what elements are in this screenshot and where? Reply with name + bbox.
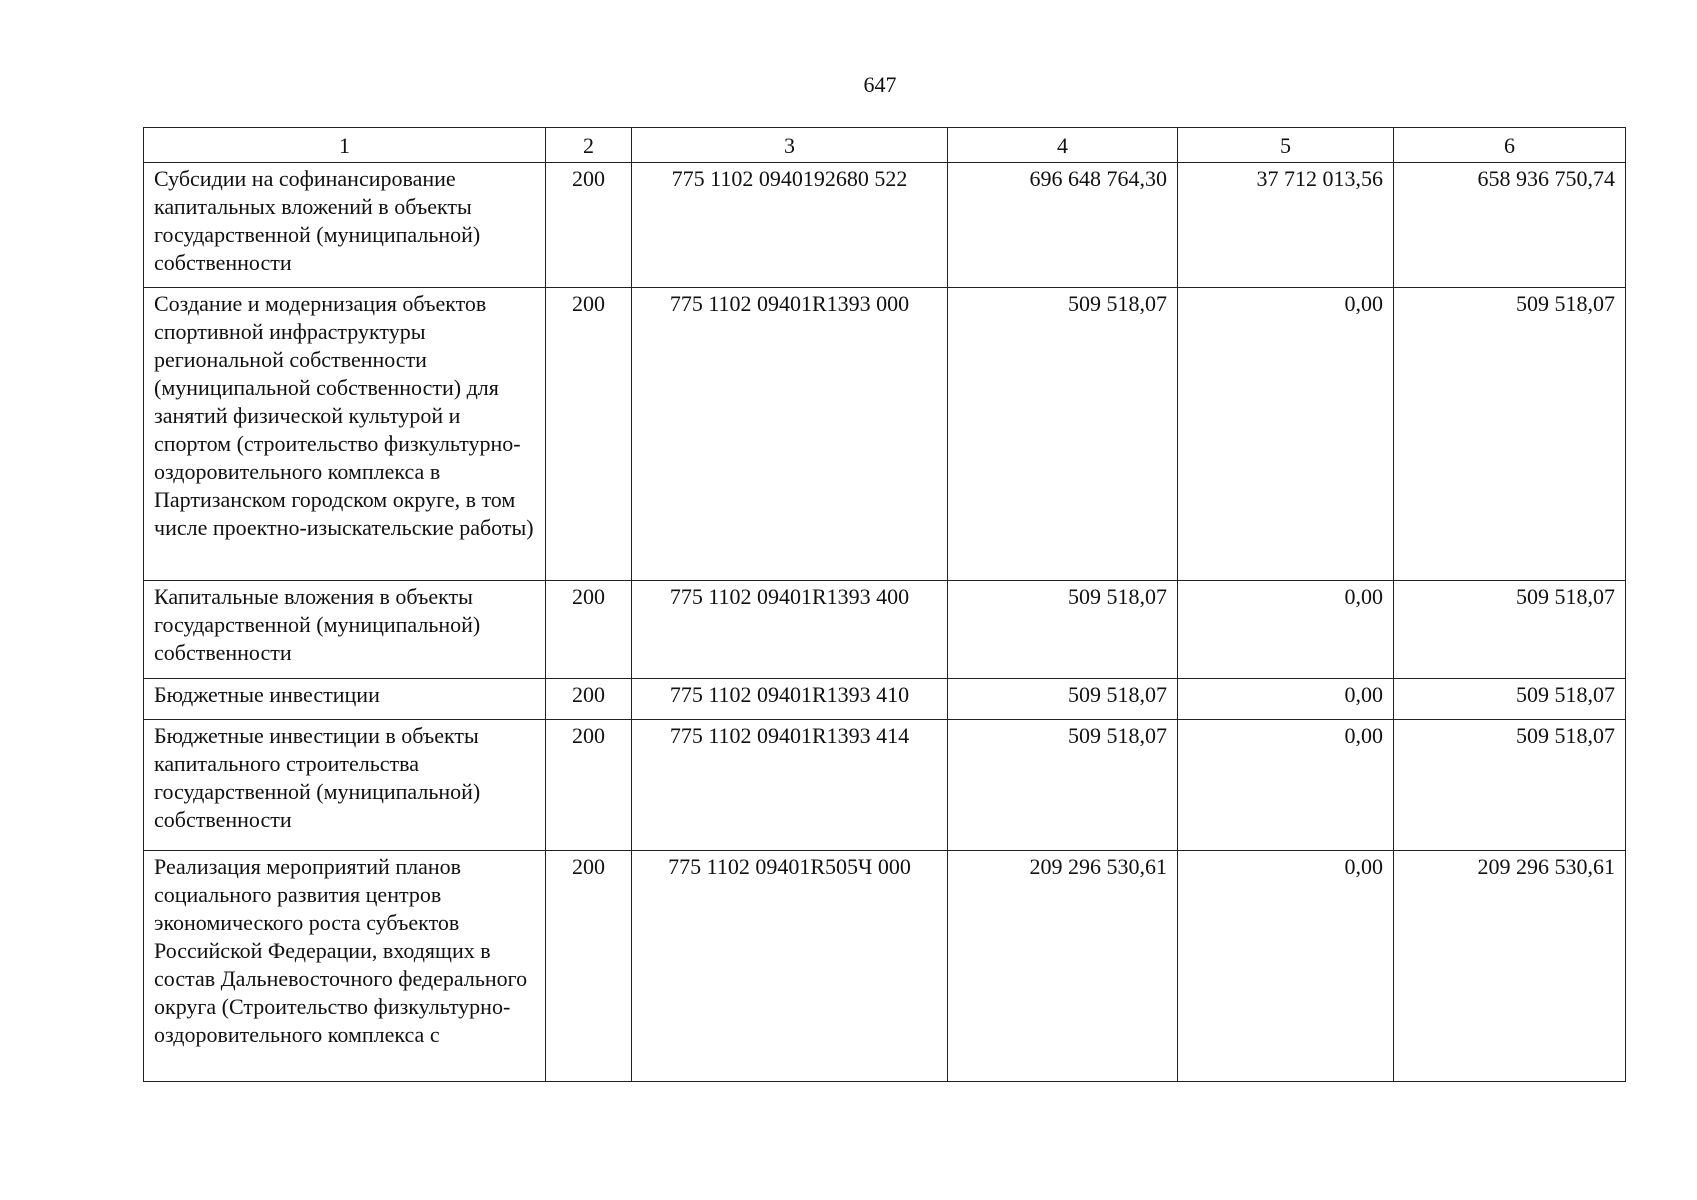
table-row: [144, 163, 1626, 288]
column-header-3: 3: [632, 128, 948, 163]
row-code: 200: [546, 163, 632, 288]
page-number: 647: [863, 72, 897, 97]
row-classification: 775 1102 09401R1393 000: [632, 288, 948, 581]
row-name: Реализация мероприятий планов социального развития центров экономического роста субъектов Российской Федерации, входящих в состав Дальневосточного федерального округа (Строительство физкультурно-оздоровительного комплекса с: [144, 851, 546, 1082]
row-col6: 658 936 750,74: [1394, 163, 1626, 288]
column-header-2: 2: [546, 128, 632, 163]
row-col4: 696 648 764,30: [948, 163, 1178, 288]
column-header-6: 6: [1394, 128, 1626, 163]
column-header-5: 5: [1178, 128, 1394, 163]
row-col4: 209 296 530,61: [948, 851, 1178, 1082]
row-name: Бюджетные инвестиции: [144, 679, 546, 720]
row-code: 200: [546, 288, 632, 581]
row-col5: 0,00: [1178, 288, 1394, 581]
row-col4: 509 518,07: [948, 288, 1178, 581]
budget-table: [143, 127, 1626, 1082]
row-col6: 509 518,07: [1394, 679, 1626, 720]
row-code: 200: [546, 720, 632, 851]
row-code: 200: [546, 851, 632, 1082]
row-name: Создание и модернизация объектов спортивной инфраструктуры региональной собственности (муниципальной собственности) для занятий физической культурой и спортом (строительство физкультурно-оздоровительного комплекса в Партизанском городском округе, в том числе проектно-изыскательские работы): [144, 288, 546, 581]
row-classification: 775 1102 09401R505Ч 000: [632, 851, 948, 1082]
row-classification: 775 1102 09401R1393 414: [632, 720, 948, 851]
row-col5: 37 712 013,56: [1178, 163, 1394, 288]
row-col5: 0,00: [1178, 720, 1394, 851]
row-code: 200: [546, 581, 632, 679]
table-row: [144, 851, 1626, 1082]
row-col5: 0,00: [1178, 581, 1394, 679]
table-row: [144, 288, 1626, 581]
row-col4: 509 518,07: [948, 720, 1178, 851]
row-classification: 775 1102 0940192680 522: [632, 163, 948, 288]
row-col4: 509 518,07: [948, 679, 1178, 720]
row-col5: 0,00: [1178, 679, 1394, 720]
row-col5: 0,00: [1178, 851, 1394, 1082]
table-row: [144, 679, 1626, 720]
row-classification: 775 1102 09401R1393 400: [632, 581, 948, 679]
row-col6: 509 518,07: [1394, 581, 1626, 679]
column-header-1: 1: [144, 128, 546, 163]
header-row: [144, 128, 1626, 163]
row-classification: 775 1102 09401R1393 410: [632, 679, 948, 720]
row-col6: 509 518,07: [1394, 720, 1626, 851]
row-name: Капитальные вложения в объекты государственной (муниципальной) собственности: [144, 581, 546, 679]
row-col6: 209 296 530,61: [1394, 851, 1626, 1082]
table-row: [144, 720, 1626, 851]
row-code: 200: [546, 679, 632, 720]
row-name: Субсидии на софинансирование капитальных вложений в объекты государственной (муниципальной) собственности: [144, 163, 546, 288]
table-row: [144, 581, 1626, 679]
row-col4: 509 518,07: [948, 581, 1178, 679]
column-header-4: 4: [948, 128, 1178, 163]
row-name: Бюджетные инвестиции в объекты капитального строительства государственной (муниципальной) собственности: [144, 720, 546, 851]
row-col6: 509 518,07: [1394, 288, 1626, 581]
